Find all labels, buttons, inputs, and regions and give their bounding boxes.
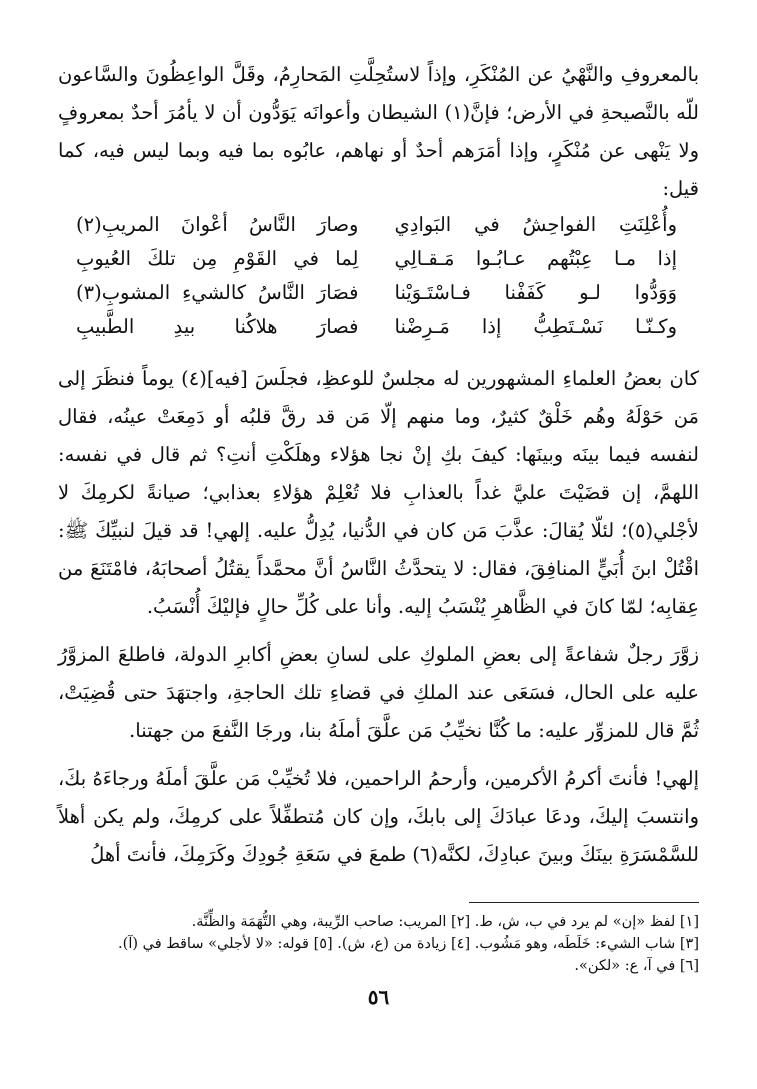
poem-hemistich-left: لِما في القَوْمِ مِن تلكَ العُيوبِ	[76, 247, 359, 270]
footnote-line-3: [٦] في آ، ع: «لكن».	[574, 958, 699, 974]
paragraph-4: إلهي! فأنتَ أكرمُ الأكرمين، وأرحمُ الراحمين، فلا تُخيِّبْ مَن علَّقَ أملَهُ ورجاءَهُ بكَ، وانتسبَ إليكَ، ودعَا عبادَكَ إلى بابكَ، وإن كان مُتطفِّلاً على كرمِكَ، ولم يكن أهلاً للسَّمْسَرَةِ بينَكَ وبينَ عبادِكَ، لكنَّه(٦) طمعَ في سَعَةِ جُودِكَ وكَرَمِكَ، فأنتَ أهلُ	[58, 767, 699, 866]
poem-hemistich-left: فصَارَ النَّاسُ كالشيءِ المشوبِ(٣)	[76, 281, 359, 304]
footnote-line-1: [١] لفظ «إن» لم يرد في ب، ش، ط. [٢] المريب: صاحب الرِّيبة، وهي التُّهَمَة والظِّنَّة.	[191, 914, 699, 930]
poem-hemistich-right: إذا مـا عِبْتُهم عـابُـوا مَـقـالِي	[394, 247, 677, 270]
footnote-line-2: [٣] شاب الشيء: خَلَطَه، وهو مَشُوب. [٤] زيادة من (ع، ش). [٥] قوله: «لا لأجلي» ساقط في (آ).	[118, 936, 699, 952]
poem-verse-2	[76, 242, 677, 276]
poem-hemistich-right: وَوَدُّوا لـو كَفَفْنا فـاسْتَـوَيْنا	[394, 281, 677, 304]
paragraph-2: كان بعضُ العلماءِ المشهورين له مجلسٌ للوعظِ، فجلَسَ [فيه](٤) يوماً فنظَرَ إلى مَن حَوْلَهُ وهُم خَلْقٌ كثيرٌ، وما منهم إلّا مَن قد رقَّ قلبُه أو دَمِعَتْ عينُه، فقال لنفسه فيما بينَه وبينَها: كيفَ بكِ إنْ نجا هؤلاء وهلَكْتِ أنتِ؟ ثم قال في نفسه: اللهمَّ، إن قضَيْتَ عليَّ غداً بالعذابِ فلا تُعْلِمْ هؤلاءِ بعذابي؛ صيانةً لكرمِكَ لا لأجْلي(٥)؛ لئلّا يُقالَ: عذَّبَ مَن كان في الدُّنيا، يُدِلُّ عليه. إلهي! قد قيلَ لنبيِّكَ ﷺ: اقْتُلْ ابنَ أُبَيٍّ المنافِقَ، فقال: لا يتحدَّثُ النَّاسُ أنَّ محمَّداً يقتُلُ أصحابَهُ، فامْتَنَعَ من عِقابِه؛ لمّا كانَ في الظَّاهرِ يُنْسَبُ إليه. وأنا على كُلِّ حالٍ فإليْكَ أُنْسَبُ.	[58, 367, 699, 618]
poem-hemistich-left: فصارَ هلاكُنا بيدِ الطَّبيبِ	[76, 315, 359, 338]
poem-verse-3	[76, 276, 677, 310]
poem-verse-1	[76, 208, 677, 242]
poem-hemistich-right: وأُعْلِنَتِ الفواحِشُ في البَوادِي	[394, 213, 677, 236]
poem-hemistich-right: وكـنّـا نَسْـتَطِبُّ إذا مَـرِضْنا	[394, 315, 677, 338]
poem-verse-4	[76, 310, 677, 344]
page-number: ٥٦	[367, 985, 390, 1009]
poem-spacer	[58, 344, 699, 360]
paragraph-1: بالمعروفِ والنَّهْيُ عن المُنْكَرِ، وإذاً لاستُحِلَّتِ المَحارِمُ، وقَلَّ الواعِظُونَ والسَّاعون للّه بالنَّصيحةِ في الأرض؛ فإنَّ(١) الشيطان وأعوانَه يَوَدُّون أن لا يأمُرَ أحدٌ بمعروفٍ ولا يَنْهى عن مُنْكَرٍ، وإذا أمَرَهم أحدٌ أو نهاهم، عابُوه بما فيه وبما ليس فيه، كما قيل:	[58, 63, 699, 200]
poem-hemistich-left: وصارَ النَّاسُ أعْوانَ المريبِ(٢)	[76, 213, 359, 236]
paragraph-3: زوَّرَ رجلٌ شفاعةً إلى بعضِ الملوكِ على لسانِ بعضِ أكابرِ الدولة، فاطلعَ المزوَّرُ عليه على الحال، فسَعَى عند الملكِ في قضاءِ تلك الحاجةِ، واجتهَدَ حتى قُضِيَتْ، ثُمَّ قال للمزوِّر عليه: ما كُنَّا نخيِّبُ مَن علَّقَ أملَهُ بنا، ورجَا النَّفعَ من جهتنا.	[58, 643, 699, 742]
poem	[76, 208, 677, 344]
footnotes	[58, 911, 699, 977]
footnote-separator	[469, 902, 699, 903]
